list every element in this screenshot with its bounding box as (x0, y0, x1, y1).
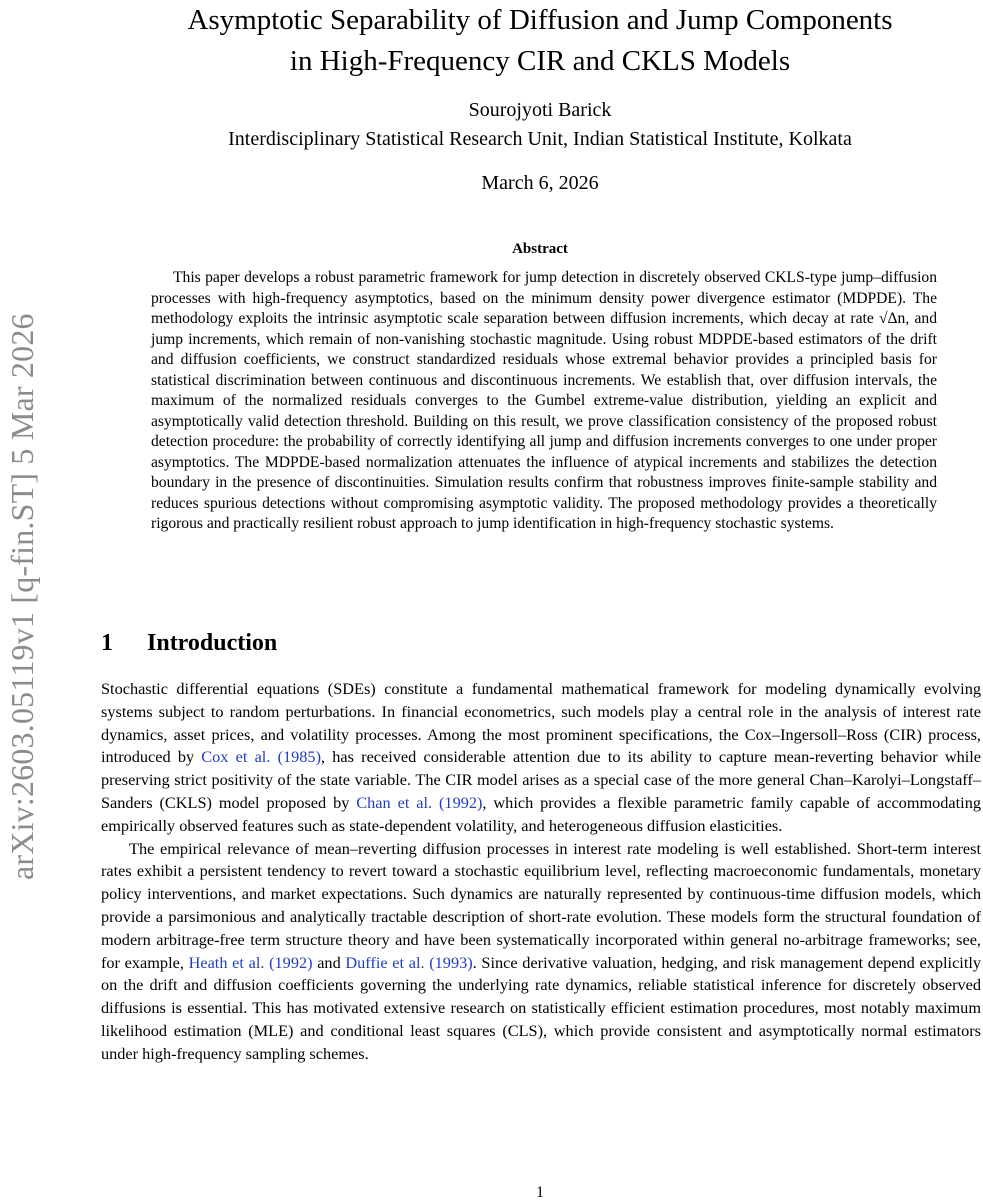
intro-p1-text-b: , has received considerable attention due to its ability to capture mean-reverting behavior while preserving strict positivity of the state variable. The CIR model arises as a special case of the more general Chan–Karolyi–Longstaff–Sanders (CKLS) model proposed by (101, 747, 981, 812)
page-number: 1 (536, 1184, 544, 1201)
intro-p1-text-c: , which provides a flexible parametric family capable of accommodating empirically observed features such as state-dependent volatility, and heterogeneous diffusion elasticities. (101, 792, 981, 835)
abstract-text-pre: This paper develops a robust parametric framework for jump detection in discretely observed CKLS-type jump–diffusion processes with high-frequency asymptotics, based on the minimum density power divergence estimator (MDPDE). The methodology exploits the intrinsic asymptotic scale separation between diffusion increments, which decay at rate (151, 269, 937, 327)
arxiv-stamp-text: arXiv:2603.05119v1 [q-fin.ST] 5 Mar 2026 (4, 313, 40, 880)
abstract-text-post: , and jump increments, which remain of non-vanishing stochastic magnitude. Using robust MDPDE-based estimators of the drift and diffusion coefficients, we construct standardized residuals whose extremal behavior provides a principled basis for statistical discrimination between continuous and discontinuous increments. We establish that, over diffusion intervals, the maximum of the normalized residuals converges to the Gumbel extreme-value distribution, yielding an explicit and asymptotically valid detection threshold. Building on this result, we prove classification consistency of the proposed robust detection procedure: the probability of correctly identifying all jump and diffusion increments converges to one under proper asymptotics. The MDPDE-based normalization attenuates the influence of atypical increments and stabilizes the detection boundary in the presence of discontinuities. Simulation results confirm that robustness improves finite-sample stability and reduces spurious detections without compromising asymptotic validity. The proposed methodology provides a theoretically rigorous and practically resilient robust approach to jump identification in high-frequency stochastic systems. (151, 310, 937, 532)
introduction-body (101, 678, 981, 1066)
intro-paragraph-2 (101, 838, 981, 1066)
citation-cox-1985[interactable]: Cox et al. (1985) (201, 747, 321, 767)
section-heading (101, 628, 981, 658)
abstract-math-rate: √Δn (878, 310, 906, 327)
citation-duffie-1993[interactable]: Duffie et al. (1993) (345, 952, 473, 972)
arxiv-stamp (2, 190, 42, 880)
citation-heath-1992[interactable]: Heath et al. (1992) (188, 952, 313, 972)
intro-paragraph-1 (101, 678, 981, 838)
author-name: Sourojyoti Barick (468, 99, 612, 121)
section-title: Introduction (147, 630, 278, 656)
intro-p2-text-b: . Since derivative valuation, hedging, and risk management depend explicitly on the drift and diffusion coefficients governing the underlying rate dynamics, reliable statistical inference for discretely observed diffusions is essential. This has motivated extensive research on statistically efficient estimation procedures, most notably maximum likelihood estimation (MLE) and conditional least squares (CLS), which provide consistent and asymptotically normal estimators under high-frequency sampling schemes. (101, 952, 982, 1063)
intro-p2-text-a: The empirical relevance of mean–reverting diffusion processes in interest rate modeling is well established. Short-term interest rates exhibit a persistent tendency to revert toward a stochastic equilibrium level, reflecting macroeconomic fundamentals, monetary policy interventions, and market expectations. Such dynamics are naturally represented by continuous-time diffusion models, which provide a parsimonious and analytically tractable description of short-rate evolution. These models form the structural foundation of modern arbitrage-free term structure theory and have been systematically incorporated within general no-arbitrage frameworks; see, for example, (101, 838, 981, 972)
author-affiliation: Interdisciplinary Statistical Research Unit, Indian Statistical Institute, Kolkata (228, 128, 852, 150)
abstract-heading: Abstract (512, 241, 568, 257)
abstract-paragraph (151, 268, 937, 535)
abstract-body (151, 268, 937, 535)
title-line-2: in High-Frequency CIR and CKLS Models (289, 45, 791, 77)
title-line-1: Asymptotic Separability of Diffusion and Jump Components (187, 4, 893, 36)
paper-title (100, 0, 980, 82)
citation-chan-1992[interactable]: Chan et al. (1992) (356, 792, 483, 812)
intro-p2-text-and: and (312, 952, 346, 972)
intro-p1-text-a: Stochastic differential equations (SDEs) constitute a fundamental mathematical framework for modeling dynamically evolving systems subject to random perturbations. In financial econometrics, such models play a central role in the analysis of interest rate dynamics, asset prices, and volatility processes. Among the most prominent specifications, the Cox–Ingersoll–Ross (CIR) process, introduced by (101, 679, 981, 767)
paper-date: March 6, 2026 (481, 172, 599, 194)
section-number: 1 (101, 630, 113, 656)
